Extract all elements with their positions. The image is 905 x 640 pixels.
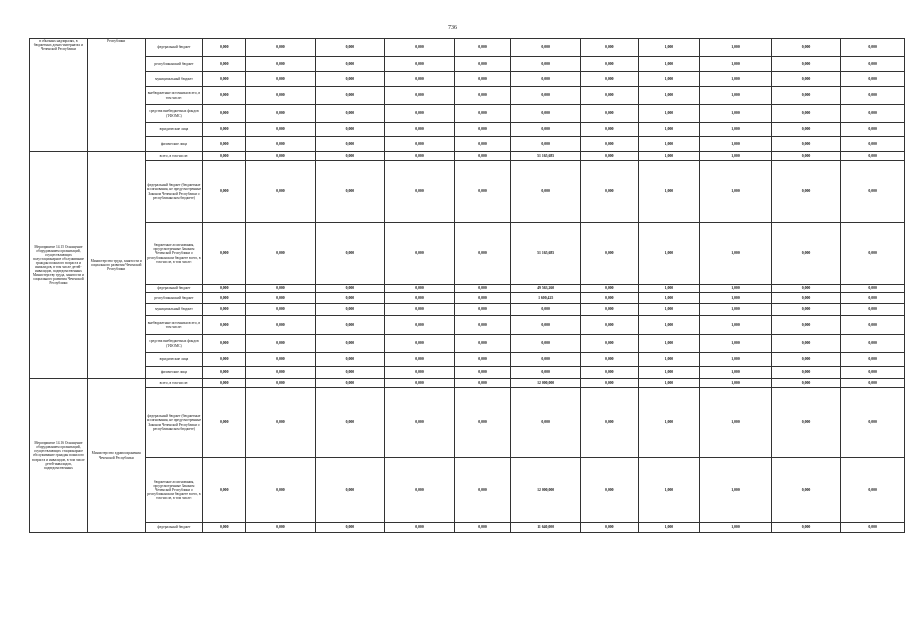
value-cell: 0,000	[841, 72, 905, 87]
budget-table	[29, 38, 905, 533]
value-cell: 0,000	[203, 137, 246, 152]
value-cell: 0,000	[454, 353, 511, 367]
value-cell: 0,000	[511, 304, 581, 316]
value-cell: 0,000	[841, 353, 905, 367]
value-cell: 0,000	[771, 379, 841, 388]
value-cell: 0,000	[385, 105, 455, 123]
value-cell: 0,000	[771, 123, 841, 137]
value-cell: 0,000	[385, 379, 455, 388]
table-row	[30, 57, 905, 72]
value-cell: 0,000	[580, 285, 638, 293]
value-cell: 0,000	[315, 105, 385, 123]
measure-name-cell: Мероприятие 14.16 Оснащение оборудованием организаций, осуществляющих стационарное обслуживание граждан пожилого возраста и инвалидов, в том числе детей-инвалидов, подведомственных	[30, 379, 88, 533]
table-row	[30, 388, 905, 458]
value-cell: 0,000	[315, 353, 385, 367]
value-cell: 0,000	[580, 223, 638, 285]
value-cell: 1,000	[638, 223, 700, 285]
value-cell: 0,000	[203, 523, 246, 533]
value-cell: 0,000	[841, 304, 905, 316]
value-cell: 0,000	[841, 105, 905, 123]
value-cell: 0,000	[454, 293, 511, 304]
value-cell: 0,000	[841, 39, 905, 57]
value-cell: 0,000	[771, 335, 841, 353]
value-cell: 1,000	[700, 39, 772, 57]
value-cell: 0,000	[246, 388, 316, 458]
value-cell: 0,000	[771, 137, 841, 152]
value-cell: 0,000	[454, 87, 511, 105]
value-cell: 49 563,260	[511, 285, 581, 293]
value-cell: 0,000	[454, 523, 511, 533]
table-row	[30, 367, 905, 379]
value-cell: 0,000	[511, 161, 581, 223]
value-cell: 1 600,425	[511, 293, 581, 304]
value-cell: 12 000,000	[511, 458, 581, 523]
value-cell: 0,000	[771, 293, 841, 304]
value-cell: 0,000	[511, 137, 581, 152]
value-cell: 1,000	[700, 105, 772, 123]
value-cell: 0,000	[841, 388, 905, 458]
value-cell: 0,000	[246, 293, 316, 304]
value-cell: 0,000	[771, 223, 841, 285]
value-cell: 0,000	[246, 379, 316, 388]
value-cell: 1,000	[700, 367, 772, 379]
value-cell: 0,000	[246, 285, 316, 293]
value-cell: 1,000	[700, 223, 772, 285]
value-cell: 0,000	[315, 152, 385, 161]
table-row	[30, 39, 905, 57]
funding-source-cell: всего, в том числе:	[145, 152, 203, 161]
value-cell: 0,000	[385, 458, 455, 523]
value-cell: 0,000	[246, 152, 316, 161]
value-cell: 0,000	[771, 105, 841, 123]
funding-source-cell: федеральный бюджет	[145, 523, 203, 533]
value-cell: 1,000	[700, 523, 772, 533]
value-cell: 0,000	[841, 379, 905, 388]
value-cell: 0,000	[841, 57, 905, 72]
value-cell: 0,000	[203, 223, 246, 285]
value-cell: 0,000	[841, 523, 905, 533]
value-cell: 0,000	[315, 161, 385, 223]
table-row	[30, 335, 905, 353]
value-cell: 0,000	[771, 523, 841, 533]
value-cell: 0,000	[385, 335, 455, 353]
table-row	[30, 285, 905, 293]
value-cell: 0,000	[246, 523, 316, 533]
executor-cell: Министерство труда, занятости и социального развития Чеченской Республики	[87, 152, 145, 379]
value-cell: 0,000	[203, 87, 246, 105]
value-cell: 0,000	[841, 335, 905, 353]
value-cell: 0,000	[841, 316, 905, 335]
value-cell: 0,000	[454, 105, 511, 123]
value-cell: 0,000	[511, 367, 581, 379]
value-cell: 0,000	[315, 316, 385, 335]
value-cell: 0,000	[385, 152, 455, 161]
value-cell: 0,000	[315, 335, 385, 353]
value-cell: 0,000	[246, 304, 316, 316]
value-cell: 0,000	[511, 123, 581, 137]
value-cell: 0,000	[203, 152, 246, 161]
value-cell: 51 165,685	[511, 152, 581, 161]
value-cell: 0,000	[454, 39, 511, 57]
value-cell: 1,000	[638, 523, 700, 533]
table-row	[30, 379, 905, 388]
table-row	[30, 161, 905, 223]
value-cell: 0,000	[511, 57, 581, 72]
value-cell: 0,000	[580, 458, 638, 523]
funding-source-cell: всего, в том числе:	[145, 379, 203, 388]
value-cell: 0,000	[580, 367, 638, 379]
value-cell: 0,000	[246, 353, 316, 367]
value-cell: 0,000	[246, 39, 316, 57]
table-row	[30, 316, 905, 335]
value-cell: 0,000	[246, 87, 316, 105]
funding-source-cell: юридические лица	[145, 123, 203, 137]
value-cell: 0,000	[580, 388, 638, 458]
value-cell: 0,000	[580, 137, 638, 152]
value-cell: 1,000	[638, 367, 700, 379]
value-cell: 0,000	[385, 304, 455, 316]
value-cell: 0,000	[511, 105, 581, 123]
value-cell: 51 165,685	[511, 223, 581, 285]
value-cell: 0,000	[580, 105, 638, 123]
value-cell: 0,000	[315, 388, 385, 458]
value-cell: 0,000	[580, 152, 638, 161]
value-cell: 0,000	[580, 304, 638, 316]
value-cell: 0,000	[511, 87, 581, 105]
value-cell: 0,000	[454, 388, 511, 458]
value-cell: 1,000	[638, 57, 700, 72]
value-cell: 1,000	[638, 72, 700, 87]
value-cell: 0,000	[580, 335, 638, 353]
value-cell: 1,000	[638, 335, 700, 353]
value-cell: 0,000	[203, 388, 246, 458]
value-cell: 0,000	[841, 87, 905, 105]
value-cell: 0,000	[771, 161, 841, 223]
value-cell: 1,000	[638, 388, 700, 458]
value-cell: 1,000	[700, 316, 772, 335]
table-row	[30, 87, 905, 105]
value-cell: 0,000	[454, 223, 511, 285]
value-cell: 12 000,000	[511, 379, 581, 388]
value-cell: 0,000	[580, 523, 638, 533]
value-cell: 0,000	[580, 72, 638, 87]
value-cell: 0,000	[454, 367, 511, 379]
table-row	[30, 304, 905, 316]
value-cell: 0,000	[315, 293, 385, 304]
value-cell: 0,000	[771, 353, 841, 367]
value-cell: 0,000	[385, 316, 455, 335]
table-row	[30, 458, 905, 523]
value-cell: 0,000	[511, 316, 581, 335]
value-cell: 1,000	[638, 316, 700, 335]
page-number: 736	[448, 25, 457, 31]
value-cell: 0,000	[771, 304, 841, 316]
value-cell: 0,000	[454, 304, 511, 316]
value-cell: 0,000	[385, 87, 455, 105]
value-cell: 0,000	[315, 367, 385, 379]
value-cell: 0,000	[203, 72, 246, 87]
value-cell: 0,000	[771, 367, 841, 379]
value-cell: 0,000	[454, 161, 511, 223]
value-cell: 1,000	[700, 57, 772, 72]
value-cell: 0,000	[580, 87, 638, 105]
value-cell: 0,000	[454, 57, 511, 72]
value-cell: 0,000	[315, 123, 385, 137]
value-cell: 0,000	[385, 293, 455, 304]
table-row	[30, 137, 905, 152]
value-cell: 0,000	[841, 367, 905, 379]
value-cell: 0,000	[385, 523, 455, 533]
value-cell: 0,000	[841, 458, 905, 523]
value-cell: 0,000	[246, 72, 316, 87]
value-cell: 1,000	[700, 285, 772, 293]
funding-source-cell: физические лица	[145, 367, 203, 379]
value-cell: 0,000	[246, 161, 316, 223]
funding-source-cell: средства внебюджетных фондов (ТФОМС)	[145, 105, 203, 123]
value-cell: 0,000	[203, 367, 246, 379]
value-cell: 0,000	[580, 293, 638, 304]
funding-source-cell: внебюджетные источники всего, в том числе:	[145, 316, 203, 335]
value-cell: 0,000	[771, 458, 841, 523]
value-cell: 1,000	[700, 379, 772, 388]
value-cell: 0,000	[771, 72, 841, 87]
value-cell: 1,000	[700, 152, 772, 161]
value-cell: 1,000	[638, 161, 700, 223]
value-cell: 1,000	[638, 353, 700, 367]
value-cell: 0,000	[511, 353, 581, 367]
value-cell: 1,000	[700, 72, 772, 87]
funding-source-cell: внебюджетные источники всего, в том числе:	[145, 87, 203, 105]
value-cell: 0,000	[203, 105, 246, 123]
value-cell: 1,000	[700, 388, 772, 458]
funding-source-cell: республиканский бюджет	[145, 57, 203, 72]
value-cell: 0,000	[385, 39, 455, 57]
value-cell: 0,000	[385, 57, 455, 72]
value-cell: 1,000	[700, 293, 772, 304]
value-cell: 0,000	[841, 285, 905, 293]
value-cell: 0,000	[203, 353, 246, 367]
value-cell: 0,000	[454, 137, 511, 152]
value-cell: 0,000	[385, 123, 455, 137]
value-cell: 0,000	[771, 152, 841, 161]
value-cell: 0,000	[771, 87, 841, 105]
value-cell: 0,000	[246, 316, 316, 335]
value-cell: 0,000	[385, 367, 455, 379]
value-cell: 1,000	[638, 458, 700, 523]
value-cell: 0,000	[580, 353, 638, 367]
value-cell: 0,000	[246, 367, 316, 379]
value-cell: 0,000	[203, 57, 246, 72]
table-row	[30, 523, 905, 533]
executor-cell: Республики	[87, 39, 145, 152]
value-cell: 1,000	[700, 87, 772, 105]
value-cell: 0,000	[580, 57, 638, 72]
value-cell: 0,000	[203, 458, 246, 523]
value-cell: 0,000	[385, 223, 455, 285]
value-cell: 0,000	[203, 335, 246, 353]
table-row	[30, 293, 905, 304]
value-cell: 1,000	[638, 304, 700, 316]
value-cell: 1,000	[700, 123, 772, 137]
value-cell: 0,000	[454, 379, 511, 388]
value-cell: 0,000	[841, 123, 905, 137]
value-cell: 0,000	[203, 293, 246, 304]
funding-source-cell: муниципальный бюджет	[145, 72, 203, 87]
value-cell: 0,000	[246, 137, 316, 152]
value-cell: 0,000	[246, 335, 316, 353]
funding-source-cell: бюджетные ассигнования, предусмотренные Законом Чеченской Республики о республиканском бюджете всего, в том числе, в том числе:	[145, 458, 203, 523]
funding-source-cell: федеральный бюджет	[145, 285, 203, 293]
value-cell: 0,000	[246, 123, 316, 137]
value-cell: 0,000	[315, 285, 385, 293]
value-cell: 1,000	[638, 39, 700, 57]
funding-source-cell: физические лица	[145, 137, 203, 152]
value-cell: 0,000	[315, 304, 385, 316]
value-cell: 0,000	[841, 223, 905, 285]
value-cell: 1,000	[700, 161, 772, 223]
value-cell: 1,000	[700, 458, 772, 523]
value-cell: 1,000	[638, 87, 700, 105]
value-cell: 0,000	[315, 379, 385, 388]
funding-source-cell: федеральный бюджет (бюджетные ассигнования, не предусмотренные Законом Чеченской Республики о республиканском бюджете)	[145, 388, 203, 458]
value-cell: 1,000	[638, 285, 700, 293]
value-cell: 0,000	[315, 223, 385, 285]
value-cell: 0,000	[315, 87, 385, 105]
value-cell: 0,000	[385, 161, 455, 223]
value-cell: 0,000	[385, 353, 455, 367]
value-cell: 0,000	[246, 57, 316, 72]
funding-source-cell: юридические лица	[145, 353, 203, 367]
value-cell: 0,000	[315, 523, 385, 533]
value-cell: 1,000	[700, 353, 772, 367]
value-cell: 0,000	[315, 458, 385, 523]
value-cell: 0,000	[841, 152, 905, 161]
value-cell: 0,000	[385, 388, 455, 458]
value-cell: 0,000	[246, 458, 316, 523]
value-cell: 1,000	[638, 105, 700, 123]
value-cell: 0,000	[385, 137, 455, 152]
value-cell: 0,000	[771, 57, 841, 72]
measure-name-cell: Мероприятие 14.15 Оснащение оборудованием организаций, осуществляющих полустационарное обслуживание граждан пожилого возраста и инвалидов, в том числе детей-инвалидов, подведомственных Министерству труда, занятости и социального развития Чеченской Республики	[30, 152, 88, 379]
value-cell: 0,000	[771, 285, 841, 293]
value-cell: 0,000	[315, 39, 385, 57]
value-cell: 0,000	[511, 388, 581, 458]
funding-source-cell: муниципальный бюджет	[145, 304, 203, 316]
funding-source-cell: федеральный бюджет (бюджетные ассигнования, не предусмотренные Законом Чеченской Республики о республиканском бюджете)	[145, 161, 203, 223]
value-cell: 0,000	[315, 57, 385, 72]
value-cell: 0,000	[511, 39, 581, 57]
funding-source-cell: средства внебюджетных фондов (ТФОМС)	[145, 335, 203, 353]
value-cell: 1,000	[638, 379, 700, 388]
funding-source-cell: республиканский бюджет	[145, 293, 203, 304]
table-row	[30, 105, 905, 123]
value-cell: 0,000	[203, 379, 246, 388]
value-cell: 1,000	[638, 123, 700, 137]
value-cell: 1,000	[638, 137, 700, 152]
value-cell: 0,000	[454, 72, 511, 87]
value-cell: 0,000	[580, 161, 638, 223]
value-cell: 1,000	[638, 293, 700, 304]
value-cell: 0,000	[580, 379, 638, 388]
table-row	[30, 353, 905, 367]
table-row	[30, 123, 905, 137]
value-cell: 0,000	[580, 316, 638, 335]
value-cell: 0,000	[771, 388, 841, 458]
value-cell: 0,000	[315, 72, 385, 87]
value-cell: 0,000	[454, 335, 511, 353]
value-cell: 0,000	[454, 152, 511, 161]
value-cell: 0,000	[203, 316, 246, 335]
value-cell: 0,000	[841, 161, 905, 223]
table-row	[30, 152, 905, 161]
value-cell: 0,000	[580, 123, 638, 137]
value-cell: 0,000	[841, 293, 905, 304]
value-cell: 0,000	[511, 335, 581, 353]
value-cell: 0,000	[385, 285, 455, 293]
value-cell: 0,000	[454, 316, 511, 335]
executor-cell: Министерство здравоохранения Чеченской Республики	[87, 379, 145, 533]
value-cell: 1,000	[700, 335, 772, 353]
value-cell: 1,000	[700, 304, 772, 316]
value-cell: 0,000	[246, 223, 316, 285]
value-cell: 0,000	[771, 316, 841, 335]
value-cell: 0,000	[454, 123, 511, 137]
value-cell: 1,000	[638, 152, 700, 161]
value-cell: 0,000	[246, 105, 316, 123]
table-row	[30, 72, 905, 87]
value-cell: 0,000	[841, 137, 905, 152]
value-cell: 0,000	[771, 39, 841, 57]
value-cell: 0,000	[203, 304, 246, 316]
value-cell: 0,000	[385, 72, 455, 87]
funding-source-cell: федеральный бюджет	[145, 39, 203, 57]
value-cell: 1,000	[700, 137, 772, 152]
value-cell: 0,000	[203, 161, 246, 223]
measure-name-cell: в обычных надзиралях, в бюджетных домах-интернатах и Чеченской Республики	[30, 39, 88, 152]
value-cell: 11 640,000	[511, 523, 581, 533]
value-cell: 0,000	[580, 39, 638, 57]
value-cell: 0,000	[454, 285, 511, 293]
value-cell: 0,000	[203, 285, 246, 293]
value-cell: 0,000	[203, 39, 246, 57]
value-cell: 0,000	[511, 72, 581, 87]
table-row	[30, 223, 905, 285]
value-cell: 0,000	[203, 123, 246, 137]
value-cell: 0,000	[454, 458, 511, 523]
funding-source-cell: бюджетные ассигнования, предусмотренные Законом Чеченской Республики о республиканском бюджете всего, в том числе, в том числе:	[145, 223, 203, 285]
value-cell: 0,000	[315, 137, 385, 152]
